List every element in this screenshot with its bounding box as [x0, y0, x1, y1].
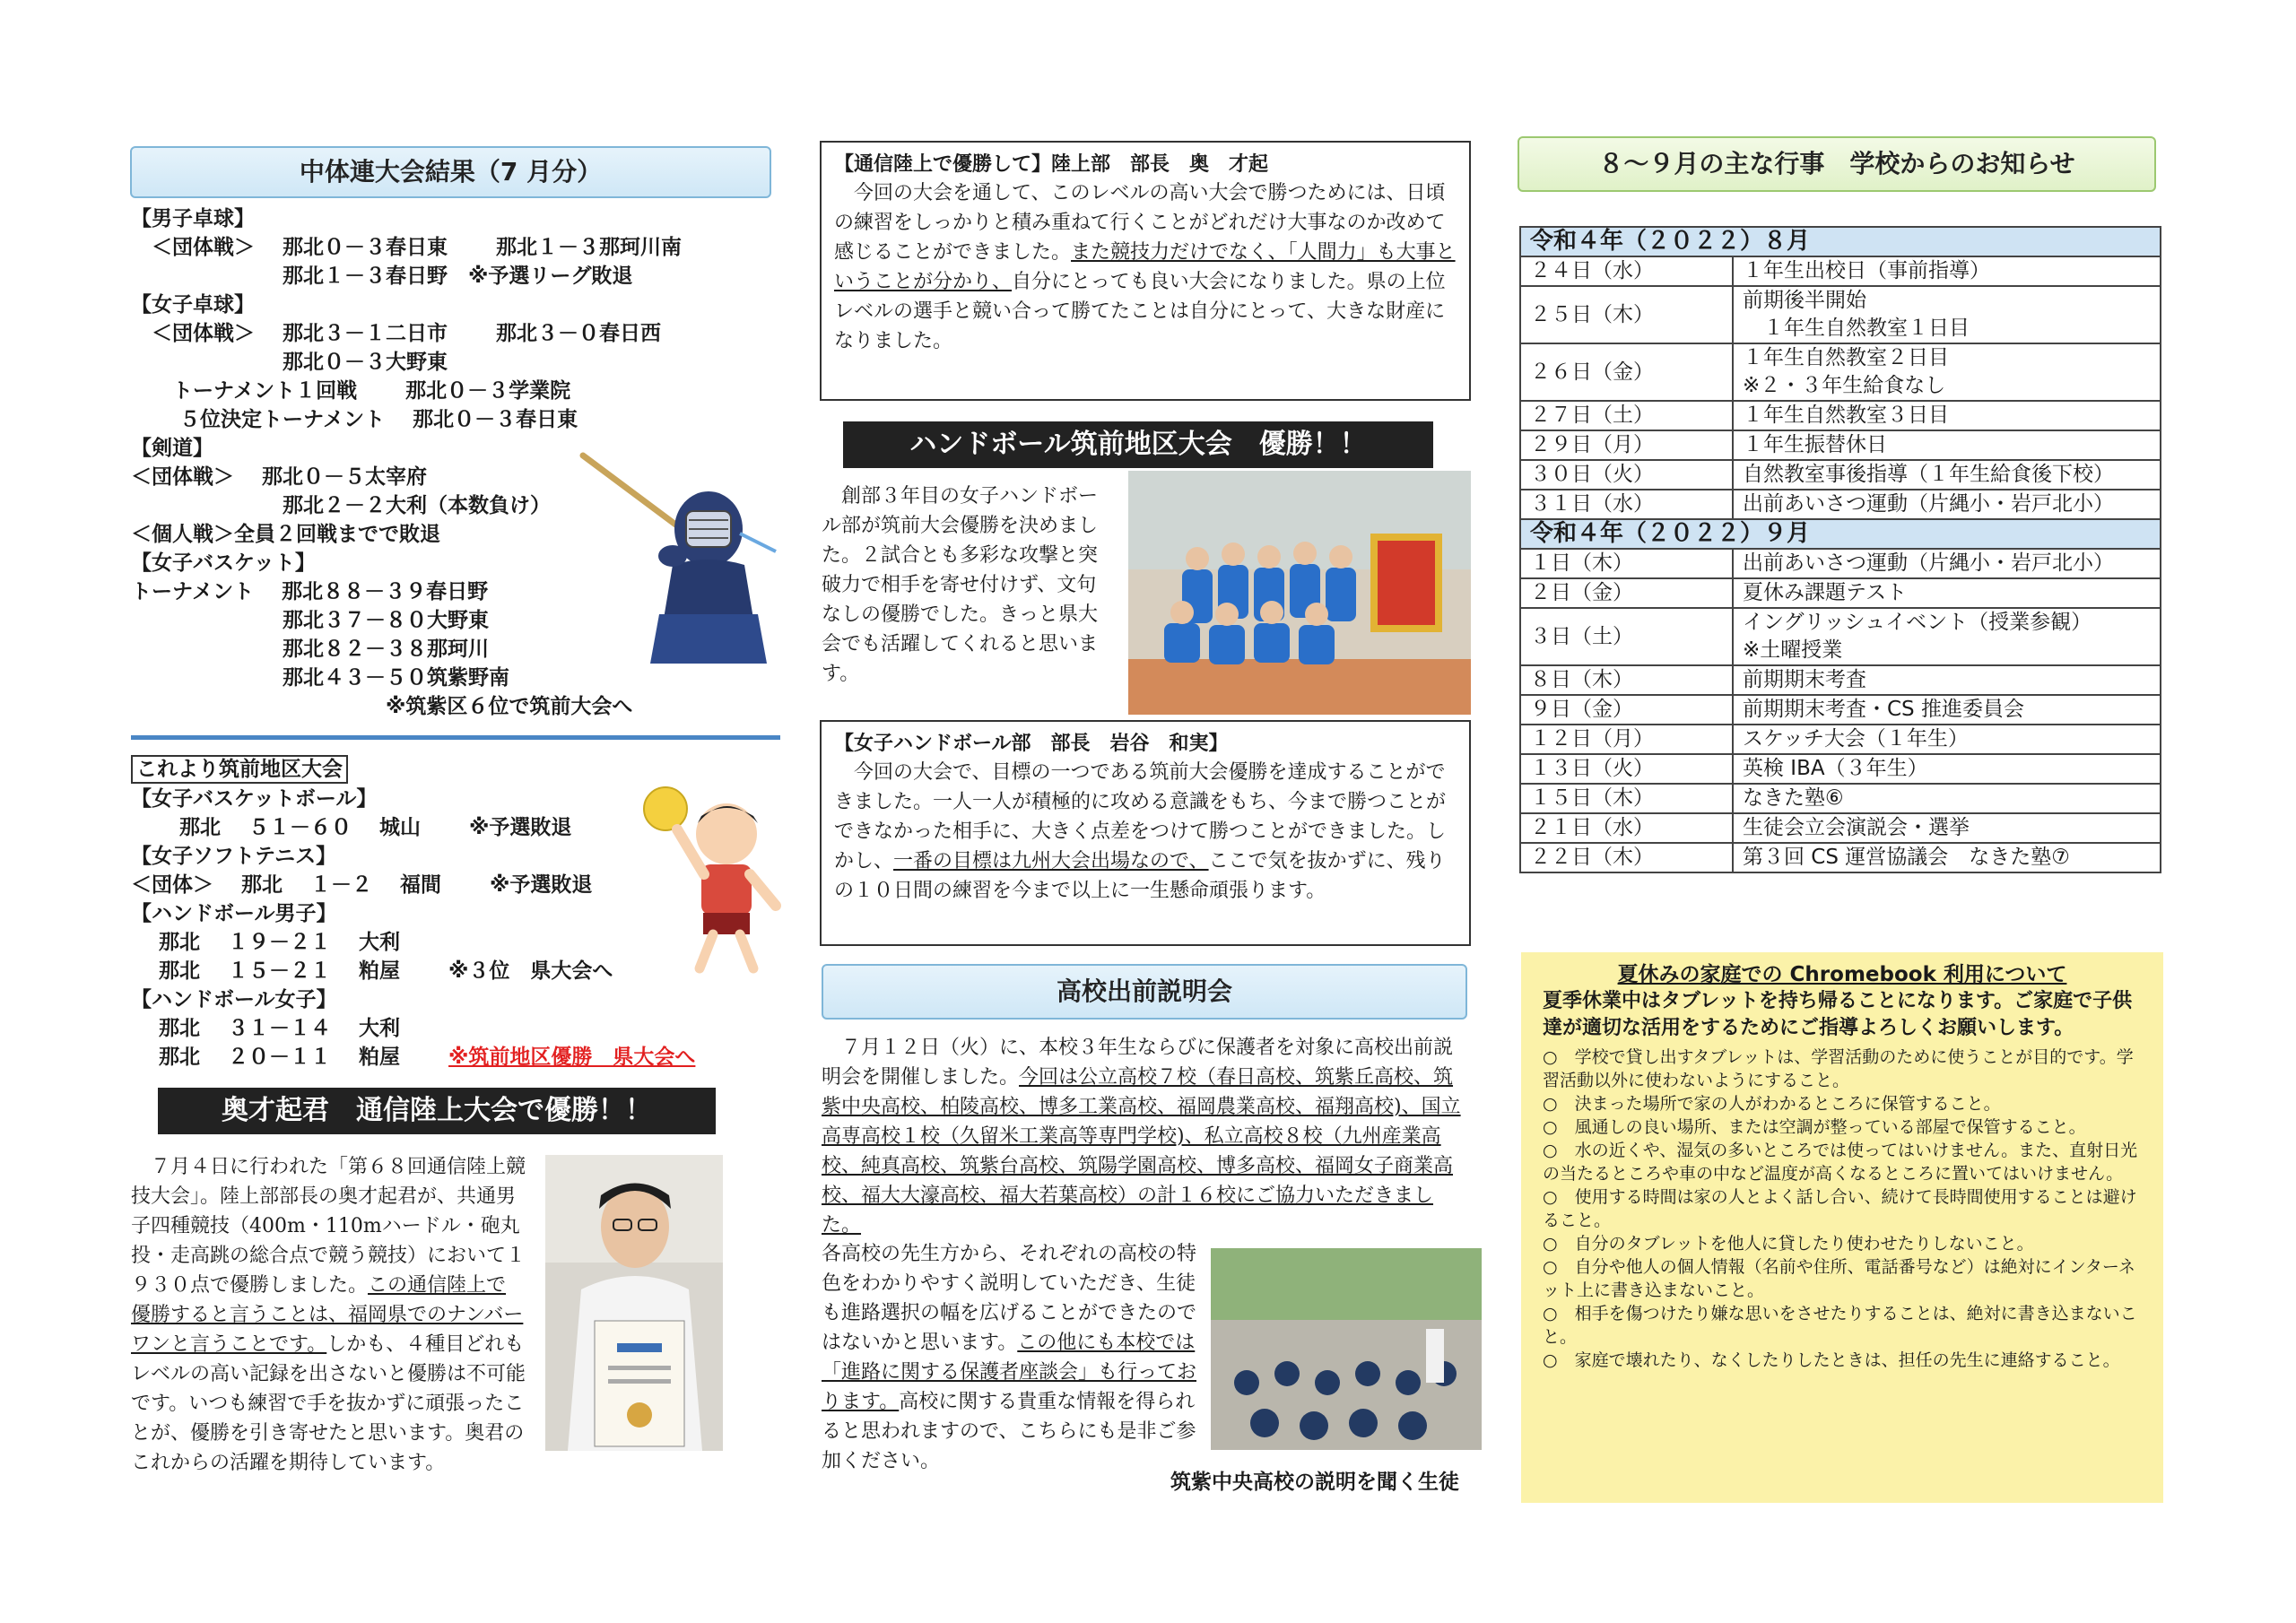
schedule-date: ３日（土） — [1520, 608, 1733, 665]
schedule-date: ２１日（水） — [1520, 813, 1733, 843]
oku-photo — [545, 1155, 723, 1451]
results-title: 中体連大会結果（7 月分） — [130, 146, 771, 198]
koko-text: 高校に関する貴重な情報を得られると思われますので、こちらにも是非ご参加ください。 — [822, 1391, 1196, 1472]
chikuzen-line: 那北 ３１－１４ 大利 — [131, 1017, 401, 1040]
notice-intro: 夏季休業中はタブレットを持ち帰ることになります。ご家庭で子供達が適切な活用をするためにご指導よろしくお願いします。 — [1543, 990, 2133, 1039]
chikuzen-line-main: 那北 ２０－１１ 粕屋 — [131, 1046, 449, 1069]
notice-item: ○ 家庭で壊れたり、なくしたりしたときは、担任の先生に連絡すること。 — [1543, 1350, 2120, 1370]
schedule-date: ２２日（木） — [1520, 843, 1733, 872]
schedule-row — [1520, 490, 2161, 519]
schedule-row — [1520, 549, 2161, 578]
results-line: 【女子バスケット】 — [131, 551, 316, 575]
schedule-event: スケッチ大会（１年生） — [1733, 725, 2161, 754]
month-header-aug — [1520, 227, 2161, 256]
notice-item: ○ 相手を傷つけたり嫌な思いをさせたりすることは、絶対に書き込まないこと。 — [1543, 1304, 2137, 1347]
chikuzen-line: 那北 ５１－６０ 城山 ※予選敗退 — [131, 816, 572, 839]
chikuzen-title: これより筑前地区大会 — [131, 755, 348, 784]
schedule-event: 第３回 CS 運営協議会 なきた塾⑦ — [1733, 843, 2161, 872]
results-line: 那北８２－３８那珂川 — [131, 638, 490, 661]
month-header: 令和４年（２０２２）９月 — [1520, 519, 2161, 549]
results-line: トーナメント１回戦 那北０－３学業院 — [131, 379, 571, 403]
schedule-date: １５日（木） — [1520, 784, 1733, 813]
handball-boy-illustration-icon — [628, 780, 789, 977]
schedule-event — [1733, 343, 2161, 401]
oku-article — [131, 1152, 526, 1478]
schedule-row — [1520, 695, 2161, 725]
notice-item: ○ 風通しの良い場所、または空調が整っている部屋で保管すること。 — [1543, 1117, 2086, 1137]
schedule-row — [1520, 460, 2161, 490]
results-line: 那北１－３春日野 ※予選リーグ敗退 — [131, 265, 633, 288]
oku-text: しかも、４種目どれもレベルの高い記録を出さないと優勝は不可能です。いつも練習で手を抜かずに頑張ったことが、優勝を引き寄せたと思います。奥君のこれからの活躍を期待しています。 — [131, 1333, 526, 1474]
schedule-date: ２７日（土） — [1520, 401, 1733, 430]
handball-team-photo — [1128, 471, 1471, 715]
results-line: ＜団体戦＞ 那北０－３春日東 那北１－３那珂川南 — [131, 236, 683, 259]
schedule-row — [1520, 665, 2161, 695]
schedule-event-line: １年生自然教室１日目 — [1743, 317, 1970, 340]
schedule-event: 自然教室事後指導（１年生給食後下校） — [1733, 460, 2161, 490]
koko-article-top — [822, 1033, 1471, 1240]
track-comment-box — [820, 141, 1471, 401]
kendo-illustration-icon — [574, 448, 780, 673]
schedule-event: 出前あいさつ運動（片縄小・岩戸北小） — [1733, 490, 2161, 519]
schedule-date: １３日（火） — [1520, 754, 1733, 784]
results-line: 【剣道】 — [131, 437, 213, 460]
schedule-row — [1520, 843, 2161, 872]
handball-title: ハンドボール筑前地区大会 優勝！！ — [843, 421, 1433, 468]
schedule-date: ８日（木） — [1520, 665, 1733, 695]
chikuzen-line — [131, 1043, 795, 1072]
schedule-date: ２５日（木） — [1520, 286, 1733, 343]
schedule-date: ３１日（水） — [1520, 490, 1733, 519]
chikuzen-line: 那北 １９－２１ 大利 — [131, 931, 401, 954]
koko-text-underlined: 今回は公立高校７校（春日高校、筑紫丘高校、筑紫中央高校、柏陵高校、博多工業高校、福岡農業高校、福翔高校)、国立高専高校１校（久留米工業高等専門学校)、私立高校８校（九州産業高校、純真高校、筑紫台高校、筑陽学園高校、博多高校、福岡女子商業高校、福大大濠高校、福大若葉高校）の計１６校にご協力いただきました。 — [822, 1066, 1461, 1237]
schedule-event-line: 前期後半開始 — [1743, 289, 1866, 312]
results-line: ＜個人戦＞全員２回戦までで敗退 — [131, 523, 440, 546]
schedule-date: １日（木） — [1520, 549, 1733, 578]
schedule-event-line: ※土曜授業 — [1743, 638, 1843, 662]
notice-item: ○ 自分や他人の個人情報（名前や住所、電話番号など）は絶対にインターネット上に書き込まないこと。 — [1543, 1257, 2135, 1300]
schedule-table — [1519, 226, 2161, 873]
results-line: 【女子卓球】 — [131, 293, 255, 317]
hb-text: ここで気を抜かずに、残りの１０日間の練習を今まで以上に一生懸命頑張ります。 — [834, 850, 1446, 902]
schedule-row — [1520, 725, 2161, 754]
track-text-underlined: また競技力だけでなく、「人間力」も大事ということが分かり、 — [834, 241, 1456, 293]
schedule-date: ９日（金） — [1520, 695, 1733, 725]
schedule-row — [1520, 578, 2161, 608]
results-line: トーナメント 那北８８－３９春日野 — [131, 580, 489, 603]
notice-item: ○ 学校で貸し出すタブレットは、学習活動のために使うことが目的です。学習活動以外に使わないようにすること。 — [1543, 1047, 2134, 1090]
schedule-event: １年生自然教室３日目 — [1733, 401, 2161, 430]
chikuzen-line: ＜団体＞ 那北 １－２ 福間 ※予選敗退 — [131, 873, 593, 897]
schedule-row — [1520, 430, 2161, 460]
koko-text-underlined: この他にも本校では「進路に関する保護者座談会」も行っております。 — [822, 1332, 1197, 1413]
month-header-sep — [1520, 519, 2161, 549]
hb-text-underlined: 一番の目標は九州大会出場なので、 — [893, 850, 1209, 872]
chikuzen-line: 【女子バスケットボール】 — [131, 787, 378, 811]
schedule-row — [1520, 754, 2161, 784]
oku-title: 奥才起君 通信陸上大会で優勝！！ — [158, 1088, 716, 1134]
schedule-event — [1733, 286, 2161, 343]
schedule-event-line: イングリッシュイベント（授業参観） — [1743, 611, 2092, 634]
schedule-event: １年生出校日（事前指導） — [1733, 256, 2161, 286]
schedule-event: 前期期末考査・CS 推進委員会 — [1733, 695, 2161, 725]
notice-title: 夏休みの家庭での Chromebook 利用について — [1617, 963, 2067, 986]
chikuzen-winner-note: ※筑前地区優勝 県大会へ — [448, 1046, 696, 1069]
notice-item: ○ 自分のタブレットを他人に貸したり使わせたりしないこと。 — [1543, 1234, 2034, 1254]
schedule-event: なきた塾⑥ — [1733, 784, 2161, 813]
handball-comment-head: 【女子ハンドボール部 部長 岩谷 和実】 — [834, 733, 1229, 755]
chikuzen-line: 【ハンドボール男子】 — [131, 902, 337, 925]
photo-caption: 筑紫中央高校の説明を聞く生徒 — [1170, 1471, 1459, 1494]
chikuzen-line: 那北 １５－２１ 粕屋 ※３位 県大会へ — [131, 959, 613, 983]
divider — [131, 735, 780, 740]
notice-item: ○ 決まった場所で家の人がわかるところに保管すること。 — [1543, 1094, 2001, 1114]
schedule-event: １年生振替休日 — [1733, 430, 2161, 460]
results-line: 那北４３－５０筑紫野南 — [131, 666, 510, 690]
schedule-event: 前期期末考査 — [1733, 665, 2161, 695]
results-line: ※筑紫区６位で筑前大会へ — [131, 695, 633, 718]
schedule-title: ８～９月の主な行事 学校からのお知らせ — [1518, 136, 2156, 192]
results-line: 那北２－２大利（本数負け） — [131, 494, 552, 517]
schedule-row — [1520, 286, 2161, 343]
handball-comment-body — [834, 758, 1457, 906]
track-text: 自分にとっても良い大会になりました。県の上位レベルの選手と競い合って勝てたことは自分にとって、大きな財産になりました。 — [834, 271, 1446, 352]
koko-classroom-photo — [1211, 1248, 1482, 1450]
schedule-row — [1520, 608, 2161, 665]
results-line: 那北０－３大野東 — [131, 351, 448, 374]
koko-text: 各高校の先生方から、それぞれの高校の特色をわかりやすく説明していただき、生徒も進路選択の幅を広げることができたのではないかと思います。 — [822, 1243, 1197, 1354]
schedule-event — [1733, 608, 2161, 665]
chromebook-notice — [1521, 952, 2163, 1503]
schedule-date: ２９日（月） — [1520, 430, 1733, 460]
schedule-event: 生徒会立会演説会・選挙 — [1733, 813, 2161, 843]
schedule-event: 英検 IBA（３年生） — [1733, 754, 2161, 784]
results-line: 【男子卓球】 — [131, 207, 255, 230]
notice-item: ○ 水の近くや、湿気の多いところでは使ってはいけません。また、直射日光の当たるところや車の中など温度が高くなるところに置いてはいけません。 — [1543, 1141, 2138, 1184]
schedule-row — [1520, 784, 2161, 813]
chikuzen-line: 【ハンドボール女子】 — [131, 988, 337, 1011]
schedule-date: １２日（月） — [1520, 725, 1733, 754]
oku-text: ７月４日に行われた「第６８回通信陸上競技大会」。陸上部部長の奥才起君が、共通男子四種競技（400m・110mハードル・砲丸投・走高跳の総合点で競う競技）において１９３０点で優勝しました。 — [131, 1156, 526, 1297]
schedule-date: ２日（金） — [1520, 578, 1733, 608]
schedule-date: ２６日（金） — [1520, 343, 1733, 401]
results-line: 那北３７－８０大野東 — [131, 609, 490, 632]
schedule-row — [1520, 343, 2161, 401]
track-comment-head: 【通信陸上で優勝して】陸上部 部長 奥 才起 — [834, 153, 1269, 176]
schedule-event-line: １年生自然教室２日目 — [1743, 346, 1949, 369]
track-text: 今回の大会を通して、このレベルの高い大会で勝つためには、日頃の練習をしっかりと積み重ねて行くことがどれだけ大事なのか改めて感じることができました。 — [834, 182, 1446, 264]
schedule-event: 出前あいさつ運動（片縄小・岩戸北小） — [1733, 549, 2161, 578]
koko-article-bottom — [822, 1239, 1198, 1476]
schedule-date: ２４日（水） — [1520, 256, 1733, 286]
koko-title: 高校出前説明会 — [822, 964, 1467, 1020]
track-comment-body — [834, 178, 1457, 356]
hb-text: 今回の大会で、目標の一つである筑前大会優勝を達成することができました。一人一人が積極的に攻める意識をもち、今まで勝つことができなかった相手に、大きく点差をつけて勝つことができました。しかし、 — [834, 761, 1447, 872]
results-line: ＜団体戦＞ 那北０－５太宰府 — [131, 465, 428, 489]
schedule-event-line: ※２・３年生給食なし — [1743, 374, 1946, 397]
koko-text: ７月１２日（火）に、本校３年生ならびに保護者を対象に高校出前説明会を開催しました。 — [822, 1037, 1454, 1089]
oku-text-underlined: この通信陸上で優勝すると言うことは、福岡県でのナンバーワンと言うことです。 — [131, 1274, 524, 1356]
notice-item: ○ 使用する時間は家の人とよく話し合い、続けて長時間使用することは避けること。 — [1543, 1187, 2137, 1230]
handball-comment-box — [820, 720, 1471, 946]
schedule-event: 夏休み課題テスト — [1733, 578, 2161, 608]
results-line: ＜団体戦＞ 那北３－１二日市 那北３－０春日西 — [131, 322, 662, 345]
schedule-row — [1520, 256, 2161, 286]
schedule-date: ３０日（火） — [1520, 460, 1733, 490]
schedule-row — [1520, 813, 2161, 843]
results-line: ５位決定トーナメント 那北０－３春日東 — [131, 408, 578, 431]
schedule-row — [1520, 401, 2161, 430]
month-header: 令和４年（２０２２）８月 — [1520, 227, 2161, 256]
handball-article: 創部３年目の女子ハンドボール部が筑前大会優勝を決めました。２試合とも多彩な攻撃と突破力で相手を寄せ付けず、文句なしの優勝でした。きっと県大会でも活躍してくれると思います。 — [822, 485, 1099, 685]
chikuzen-line: 【女子ソフトテニス】 — [131, 845, 337, 868]
